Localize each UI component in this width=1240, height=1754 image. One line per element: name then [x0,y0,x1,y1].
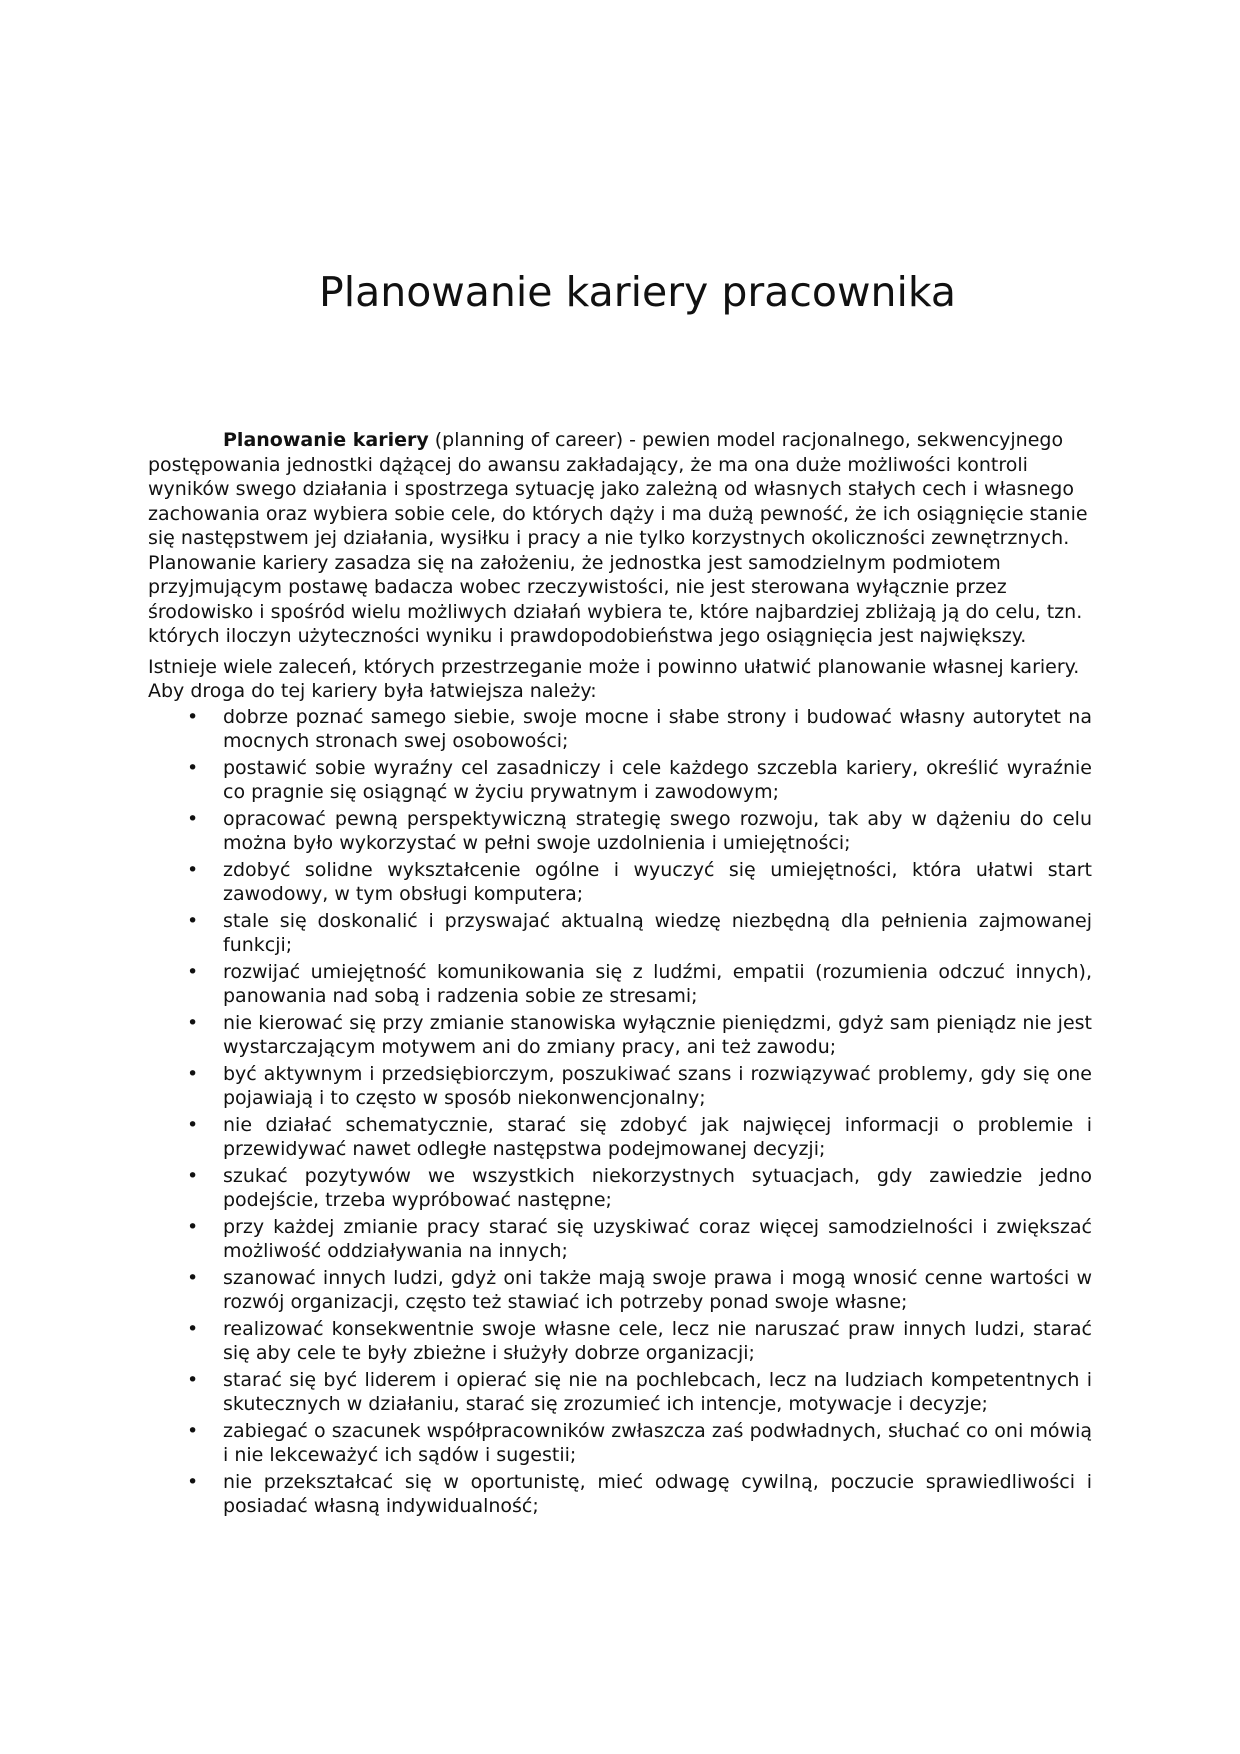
list-item-text: postawić sobie wyraźny cel zasadniczy i cele każdego szczebla kariery, określić wyraźnie co pragnie się osiągnąć w życiu prywatnym i zawodowym; [223,756,1092,803]
list-item [148,1368,1092,1417]
list-item [148,1470,1092,1519]
list-item-text: starać się być liderem i opierać się nie na pochlebcach, lecz na ludziach kompetentnych i skutecznych w działaniu, starać się zrozumieć ich intencje, motywacje i decyzje; [223,1368,1092,1415]
list-item [148,756,1092,805]
intro-text: (planning of career) - pewien model racjonalnego, sekwencyjnego postępowania jednostki dążącej do awansu zakładający, że ma ona duże możliwości kontroli wyników swego działania i spostrzega sytuację jako zależną od własnych stałych cech i własnego zachowania oraz wybiera sobie cele, do których dąży i ma dużą pewność, że ich osiągnięcie stanie się następstwem jej działania, wysiłku i pracy a nie tylko korzystnych okoliczności zewnętrznych. Planowanie kariery zasadza się na założeniu, że jednostka jest samodzielnym podmiotem przyjmującym postawę badacza wobec rzeczywistości, nie jest sterowana wyłącznie przez środowisko i spośród wielu możliwych działań wybiera te, które najbardziej zbliżają ją do celu, tzn. których iloczyn użyteczności wyniku i prawdopodobieństwa jego osiągnięcia jest największy. [148,429,1088,647]
list-item-text: realizować konsekwentnie swoje własne cele, lecz nie naruszać praw innych ludzi, starać się aby cele te były zbieżne i służyły dobrze organizacji; [223,1317,1092,1364]
document-title: Planowanie kariery pracownika [318,268,957,316]
bullet-icon: • [187,1266,199,1289]
bullet-icon: • [187,909,199,932]
list-item-text: nie kierować się przy zmianie stanowiska wyłącznie pieniędzmi, gdyż sam pieniądz nie jest wystarczającym motywem ani do zmiany pracy, ani też zawodu; [223,1011,1092,1058]
list-item-text: szukać pozytywów we wszystkich niekorzystnych sytuacjach, gdy zawiedzie jedno podejście, trzeba wypróbować następne; [223,1164,1092,1211]
list-item [148,1011,1092,1060]
list-item [148,1215,1092,1264]
bullet-icon: • [187,1317,199,1340]
list-item [148,1266,1092,1315]
list-item [148,858,1092,907]
bullet-icon: • [187,1419,199,1442]
list-item-text: nie działać schematycznie, starać się zdobyć jak najwięcej informacji o problemie i przewidywać nawet odległe następstwa podejmowanej decyzji; [223,1113,1092,1160]
bullet-icon: • [187,858,199,881]
list-item [148,1062,1092,1111]
bullet-icon: • [187,807,199,830]
list-item-text: rozwijać umiejętność komunikowania się z ludźmi, empatii (rozumienia odczuć innych), panowania nad sobą i radzenia sobie ze stresami; [223,960,1092,1007]
bullet-icon: • [187,1215,199,1238]
list-item-text: stale się doskonalić i przyswajać aktualną wiedzę niezbędną dla pełnienia zajmowanej funkcji; [223,909,1092,956]
bullet-icon: • [187,756,199,779]
list-item-text: opracować pewną perspektywiczną strategię swego rozwoju, tak aby w dążeniu do celu można było wykorzystać w pełni swoje uzdolnienia i umiejętności; [223,807,1092,854]
document-body [148,428,1092,1521]
recommendations-list [148,705,1092,1519]
list-item-text: zdobyć solidne wykształcenie ogólne i wyuczyć się umiejętności, która ułatwi start zawodowy, w tym obsługi komputera; [223,858,1092,905]
lead-paragraph: Istnieje wiele zaleceń, których przestrzeganie może i powinno ułatwić planowanie własnej kariery. Aby droga do tej kariery była łatwiejsza należy: [148,655,1080,702]
bullet-icon: • [187,1164,199,1187]
list-item [148,1317,1092,1366]
bullet-icon: • [187,1368,199,1391]
bullet-icon: • [187,1062,199,1085]
bullet-icon: • [187,960,199,983]
list-item-text: dobrze poznać samego siebie, swoje mocne i słabe strony i budować własny autorytet na mocnych stronach swej osobowości; [223,705,1092,752]
list-item-text: zabiegać o szacunek współpracowników zwłaszcza zaś podwładnych, słuchać co oni mówią i nie lekceważyć ich sądów i sugestii; [223,1419,1092,1466]
list-item-text: przy każdej zmianie pracy starać się uzyskiwać coraz więcej samodzielności i zwiększać możliwość oddziaływania na innych; [223,1215,1092,1262]
bullet-icon: • [187,1011,199,1034]
intro-term: Planowanie kariery [223,429,429,451]
list-item [148,705,1092,754]
intro-paragraph [148,428,1092,649]
list-item [148,960,1092,1009]
bullet-icon: • [187,1470,199,1493]
bullet-icon: • [187,1113,199,1136]
list-item [148,1419,1092,1468]
list-item-text: być aktywnym i przedsiębiorczym, poszukiwać szans i rozwiązywać problemy, gdy się one pojawiają i to często w sposób niekonwencjonalny; [223,1062,1092,1109]
list-item [148,909,1092,958]
list-item [148,807,1092,856]
list-item-text: szanować innych ludzi, gdyż oni także mają swoje prawa i mogą wnosić cenne wartości w rozwój organizacji, często też stawiać ich potrzeby ponad swoje własne; [223,1266,1092,1313]
list-item-text: nie przekształcać się w oportunistę, mieć odwagę cywilną, poczucie sprawiedliwości i posiadać własną indywidualność; [223,1470,1092,1517]
list-item [148,1164,1092,1213]
bullet-icon: • [187,705,199,728]
list-item [148,1113,1092,1162]
